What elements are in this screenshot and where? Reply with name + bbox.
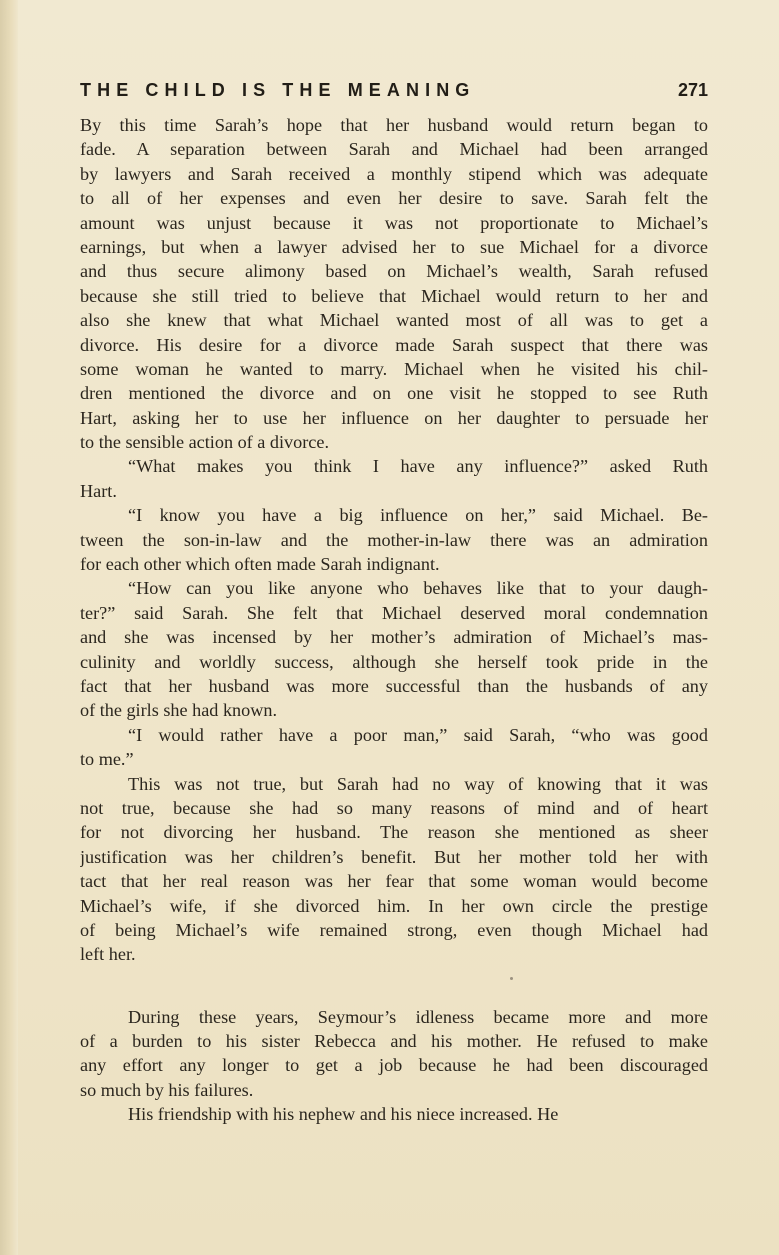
text-line: tact that her real reason was her fear that some woman would become — [80, 871, 708, 892]
text-line: and she was incensed by her mother’s admiration of Michael’s mas- — [80, 627, 708, 648]
text-line: fact that her husband was more successful than the husbands of any — [80, 675, 708, 696]
text-line: His friendship with his nephew and his niece increased. He — [128, 1104, 559, 1125]
text-line: ter?” said Sarah. She felt that Michael deserved moral condemnation — [80, 602, 708, 623]
text-line: not true, because she had so many reasons of mind and of heart — [80, 797, 708, 818]
paragraph — [80, 723, 708, 772]
text-line: divorce. His desire for a divorce made Sarah suspect that there was — [80, 334, 708, 355]
text-line: justification was her children’s benefit. But her mother told her with — [80, 846, 708, 867]
text-line: by lawyers and Sarah received a monthly stipend which was adequate — [80, 163, 708, 184]
text-line: Michael’s wife, if she divorced him. In her own circle the prestige — [80, 895, 708, 916]
text-line: fade. A separation between Sarah and Michael had been arranged — [80, 139, 708, 160]
body-text — [80, 113, 708, 1127]
text-line: so much by his failures. — [80, 1079, 254, 1100]
text-line: culinity and worldly success, although she herself took pride in the — [80, 651, 708, 672]
text-line: to the sensible action of a divorce. — [80, 432, 329, 453]
text-line: of a burden to his sister Rebecca and his mother. He refused to make — [80, 1031, 708, 1052]
text-line: tween the son-in-law and the mother-in-law there was an admiration — [80, 529, 708, 550]
paragraph — [80, 454, 708, 503]
text-line: also she knew that what Michael wanted most of all was to get a — [80, 310, 708, 331]
text-line: This was not true, but Sarah had no way of knowing that it was — [128, 773, 708, 794]
text-line: of the girls she had known. — [80, 700, 277, 721]
text-line: “How can you like anyone who behaves like that to your daugh- — [128, 578, 708, 599]
text-line: “What makes you think I have any influence?” asked Ruth — [128, 456, 708, 477]
page-spine-shadow — [0, 0, 18, 1255]
stray-mark — [510, 977, 513, 980]
text-line: of being Michael’s wife remained strong, even though Michael had — [80, 919, 708, 940]
text-line: During these years, Seymour’s idleness became more and more — [128, 1006, 708, 1027]
text-line: to all of her expenses and even her desire to save. Sarah felt the — [80, 188, 708, 209]
paragraph — [80, 1005, 708, 1103]
paragraph — [80, 503, 708, 576]
text-line: Hart, asking her to use her influence on her daughter to persuade her — [80, 407, 708, 428]
page-number: 271 — [677, 80, 708, 100]
text-line: amount was unjust because it was not proportionate to Michael’s — [80, 212, 708, 233]
text-line: for not divorcing her husband. The reason she mentioned as sheer — [80, 822, 708, 843]
text-line: any effort any longer to get a job because he had been discouraged — [80, 1055, 708, 1076]
text-line: By this time Sarah’s hope that her husband would return began to — [80, 115, 708, 135]
text-line: Hart. — [80, 480, 117, 501]
text-line: earnings, but when a lawyer advised her to sue Michael for a divorce — [80, 236, 708, 257]
paragraph — [80, 1102, 708, 1126]
text-line: some woman he wanted to marry. Michael when he visited his chil- — [80, 358, 708, 379]
text-line: and thus secure alimony based on Michael’s wealth, Sarah refused — [80, 261, 708, 282]
paragraph — [80, 113, 708, 454]
paragraph — [80, 772, 708, 967]
running-title: THE CHILD IS THE MEANING — [80, 80, 476, 100]
text-line: to me.” — [80, 749, 134, 770]
text-line: because she still tried to believe that Michael would return to her and — [80, 285, 708, 306]
text-line: dren mentioned the divorce and on one visit he stopped to see Ruth — [80, 383, 708, 404]
text-line: for each other which often made Sarah indignant. — [80, 554, 440, 575]
section-break — [80, 967, 708, 1005]
text-line: “I know you have a big influence on her,” said Michael. Be- — [128, 505, 708, 526]
text-line: “I would rather have a poor man,” said Sarah, “who was good — [128, 724, 708, 745]
text-line: left her. — [80, 944, 136, 965]
paragraph — [80, 576, 708, 722]
page-header — [80, 80, 708, 110]
